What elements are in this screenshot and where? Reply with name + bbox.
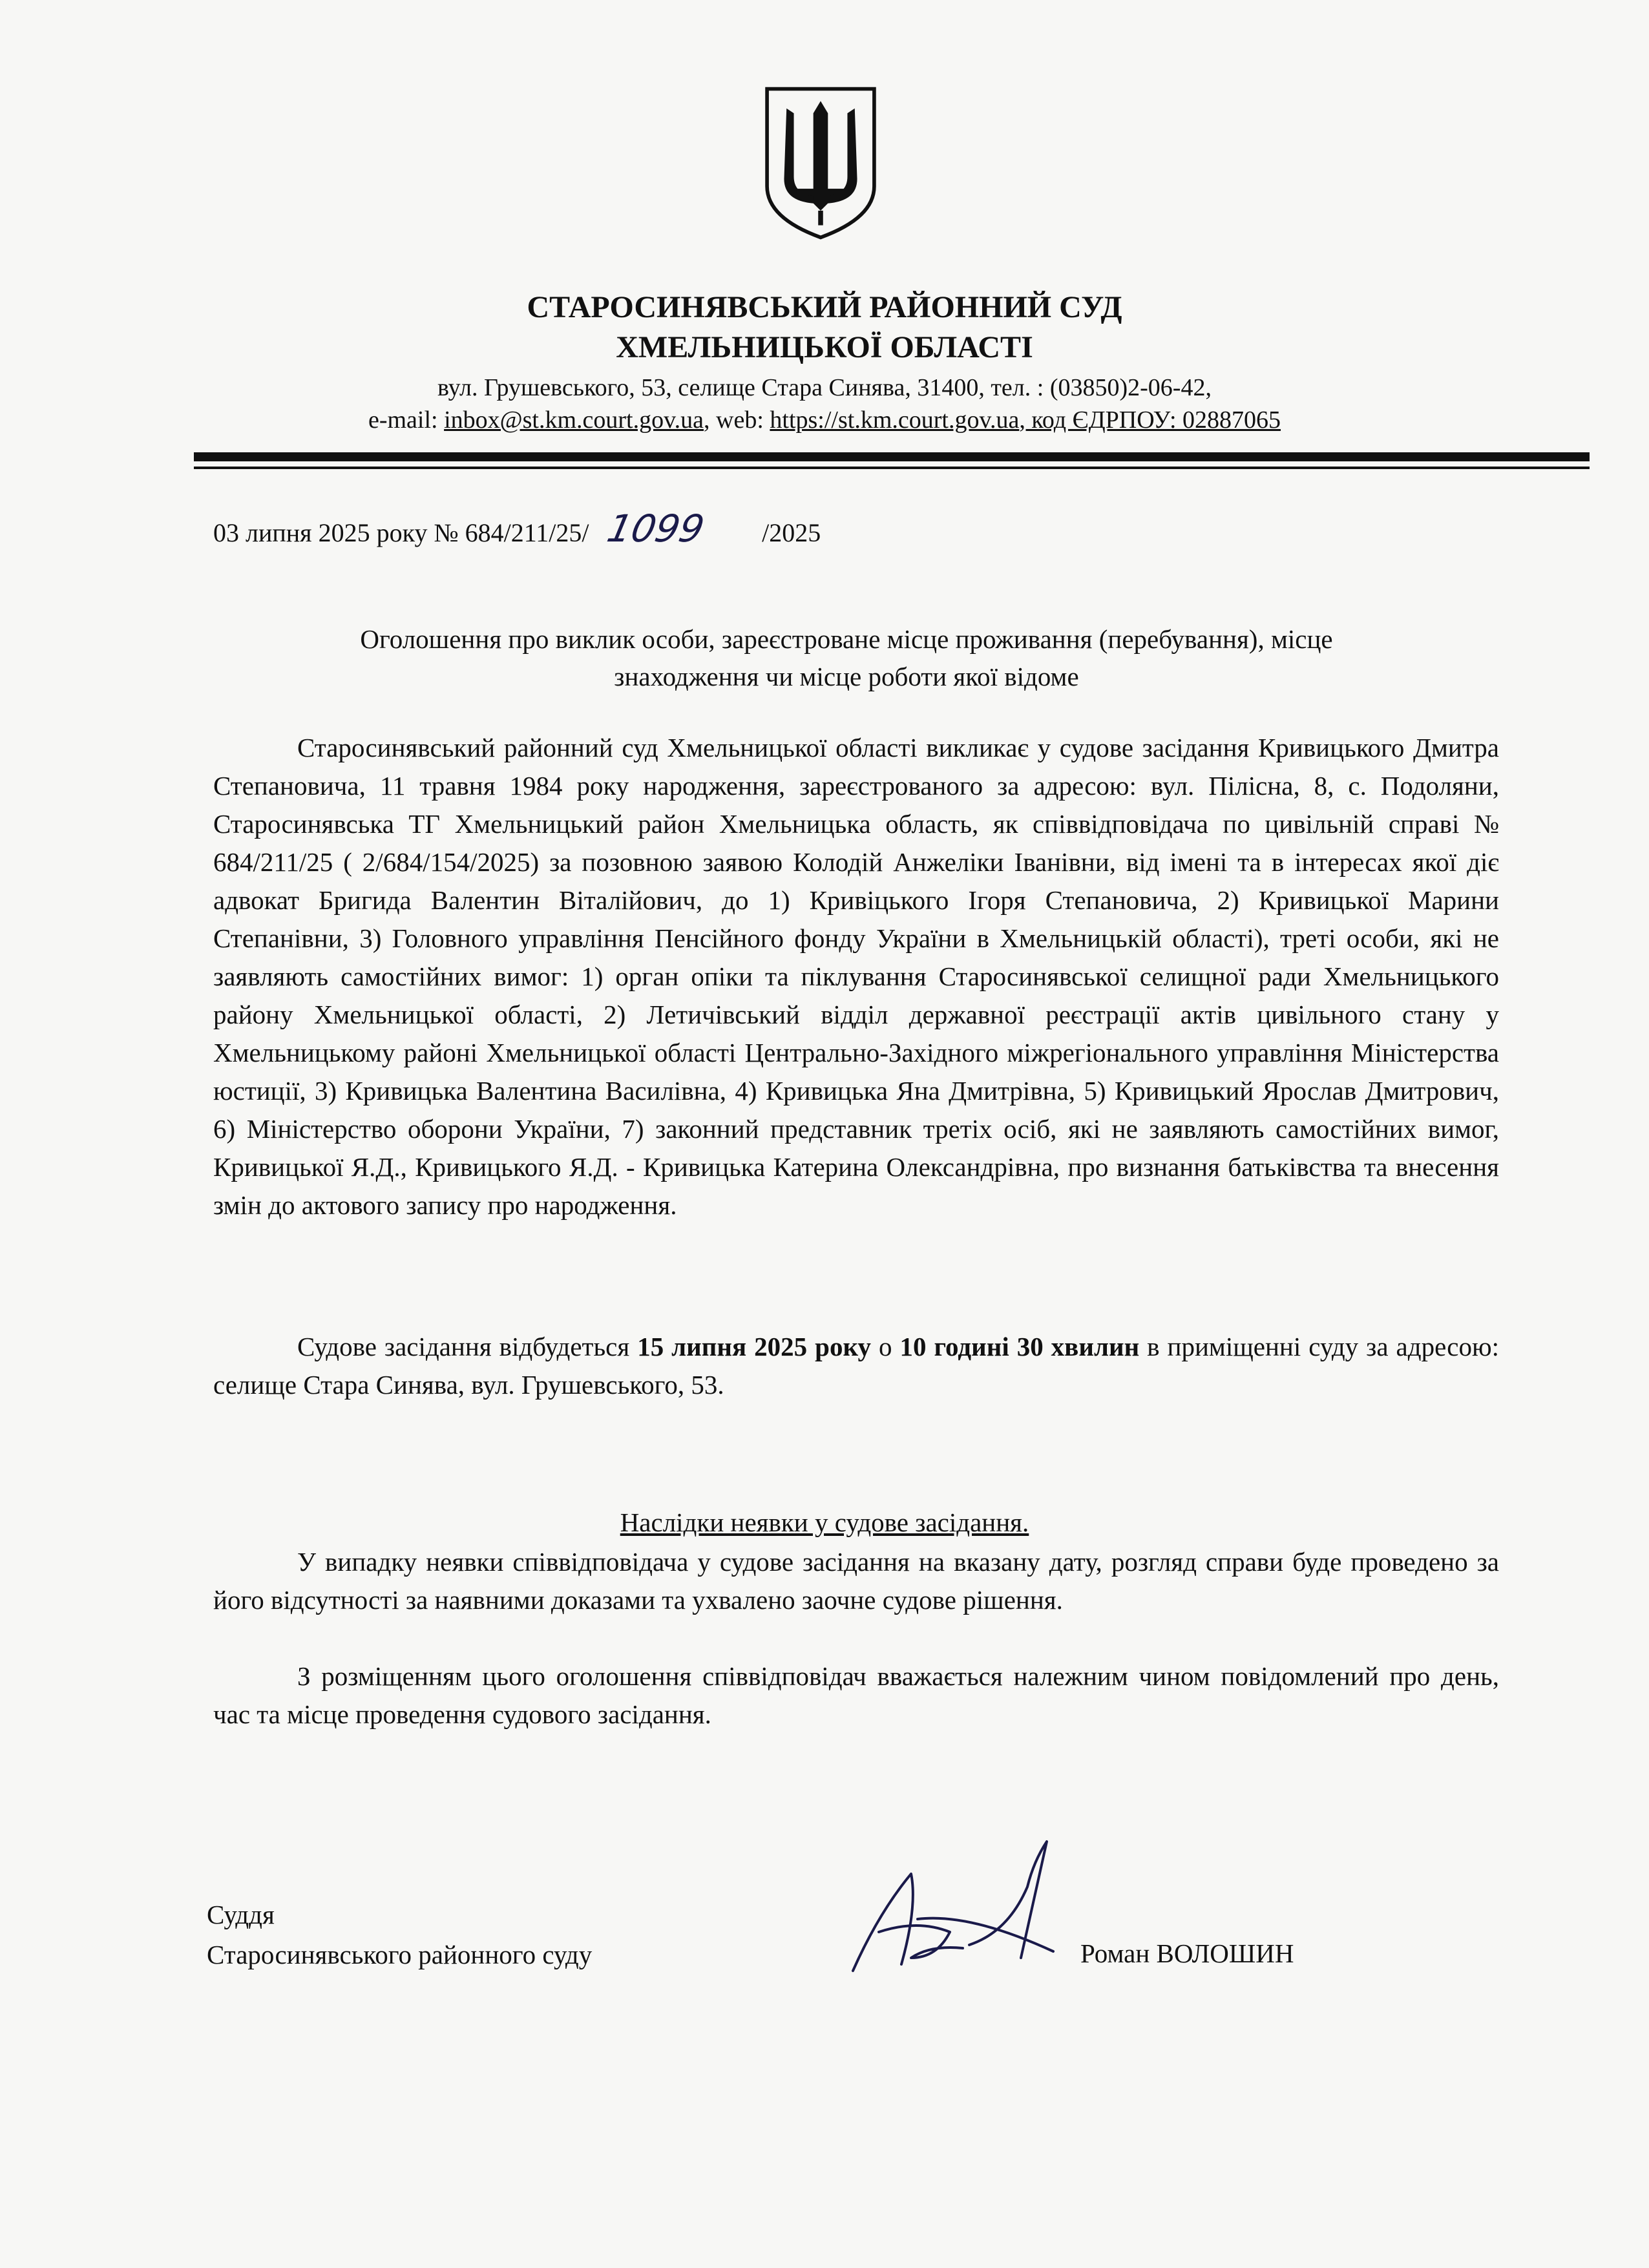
outgoing-number-prefix: 03 липня 2025 року № 684/211/25/	[213, 518, 589, 547]
court-address: вул. Грушевського, 53, селище Стара Синява, 31400, тел. : (03850)2-06-42,	[437, 374, 1212, 401]
court-name-line2: ХМЕЛЬНИЦЬКОЇ ОБЛАСТІ	[616, 330, 1033, 364]
hearing-place: в приміщенні суду за адресою: селище Стара Синява, вул. Грушевського, 53.	[213, 1332, 1500, 1400]
notification-paragraph: З розміщенням цього оголошення співвідповідач вважається належним чином повідомлений про день, час та місце проведення судового засідання.	[213, 1661, 1499, 1729]
consequences-paragraph: У випадку неявки співвідповідача у судове засідання на вказану дату, розгляд справи буде проведено за його відсутності за наявними доказами та ухвалено заочне судове рішення.	[213, 1547, 1499, 1615]
hearing-mid: о	[871, 1332, 900, 1361]
hearing-date: 15 липня 2025 року	[637, 1332, 872, 1361]
ukraine-coat-of-arms-icon	[759, 84, 882, 242]
header-divider-thin	[194, 467, 1590, 469]
web-label: , web:	[704, 406, 770, 434]
judge-name: Роман ВОЛОШИН	[1080, 1938, 1294, 1968]
judge-position	[207, 1895, 592, 1975]
email-link[interactable]: inbox@st.km.court.gov.ua	[444, 406, 704, 434]
summons-paragraph: Старосинявський районний суд Хмельницької області викликає у судове засідання Кривицького Дмитра Степановича, 11 травня 1984 року народження, зареєстрованого за адресою: вул. Пілісна, 8, с. Подоляни, Старосинявська ТГ Хмельницький район Хмельницька область, як співвідповідача по цивільній справі № 684/211/25 ( 2/684/154/2025) за позовною заявою Колодій Анжеліки Іванівни, від імені та в інтересах якої діє адвокат Бригида Валентин Віталійович, до 1) Кривіцького Ігоря Степановича, 2) Кривицької Марини Степанівни, 3) Головного управління Пенсійного фонду України в Хмельницькій області), треті особи, які не заявляють самостійних вимог: 1) орган опіки та піклування Старосинявської селищної ради Хмельницького району Хмельницької області, 2) Летичівський відділ державної реєстрації актів цивільного стану у Хмельницькому районі Хмельницької області Центрально-Західного міжрегіонального управління Міністерства юстиції, 3) Кривицька Валентина Василівна, 4) Кривицька Яна Дмитрівна, 5) Кривицький Ярослав Дмитрович, 6) Міністерство оборони України, 7) законний представник третіх осіб, які не заявляють самостійних вимог, Кривицької Я.Д., Кривицького Я.Д. - Кривицька Катерина Олександрівна, про визнання батьківства та внесення змін до актового запису про народження.	[213, 733, 1499, 1220]
hearing-time: 10 годині 30 хвилин	[899, 1332, 1140, 1361]
court-name-line1: СТАРОСИНЯВСЬКИЙ РАЙОННИЙ СУД	[527, 290, 1122, 324]
court-email-web-line	[0, 404, 1649, 436]
judge-position-line1: Суддя	[207, 1900, 275, 1929]
announcement-title	[233, 620, 1460, 695]
edrpou-code: , код ЄДРПОУ: 02887065	[1019, 406, 1281, 434]
judge-position-line2: Старосинявського районного суду	[207, 1940, 593, 1969]
outgoing-number-line	[213, 507, 821, 551]
handwritten-number: 1099	[604, 507, 709, 551]
announcement-title-line2: знаходження чи місце роботи якої відоме	[614, 662, 1079, 691]
header-divider-thick	[194, 452, 1590, 461]
announcement-title-line1: Оголошення про виклик особи, зареєстроване місце проживання (перебування), місце	[360, 624, 1333, 654]
email-label: e-mail:	[368, 406, 445, 434]
hearing-intro: Судове засідання відбудеться	[297, 1332, 638, 1361]
handwritten-signature	[840, 1835, 1073, 1984]
hearing-paragraph	[213, 1328, 1499, 1404]
court-name	[0, 288, 1649, 368]
outgoing-number-suffix: /2025	[762, 518, 821, 547]
web-link[interactable]: https://st.km.court.gov.ua	[770, 406, 1020, 434]
court-contacts	[0, 372, 1649, 436]
consequences-heading: Наслідки неявки у судове засідання.	[620, 1507, 1029, 1537]
